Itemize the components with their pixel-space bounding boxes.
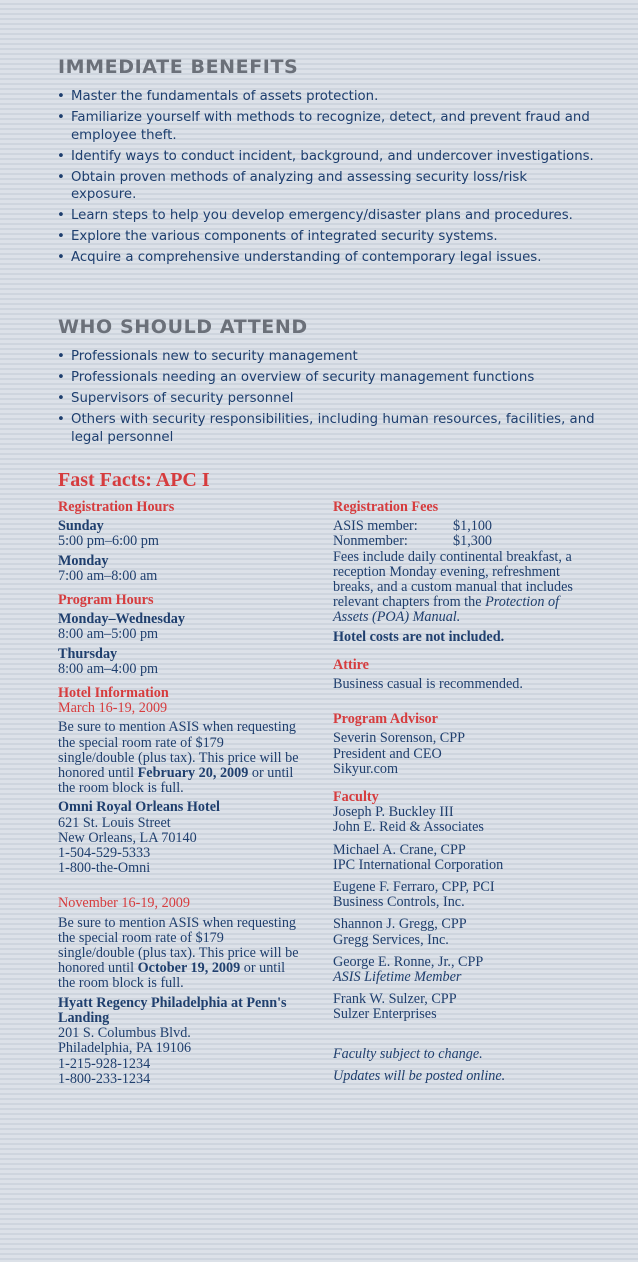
attend-item: • Supervisors of security personnel — [56, 390, 596, 408]
faculty-name: Shannon J. Gregg, CPP — [333, 916, 467, 933]
faculty-org: IPC International Corporation — [333, 856, 504, 873]
hotel-address-line: 621 St. Louis Street — [58, 814, 171, 831]
hotel-phone: 1-800-233-1234 — [58, 1070, 151, 1087]
faculty-heading: Faculty — [333, 789, 379, 806]
fees-note: Fees include daily continental breakfast, a reception Monday evening, refreshment breaks, and a custom manual that includes relevant chapters from the Protection of Assets (POA) Manual. — [333, 548, 573, 626]
hotel-deadline-november: October 19, 2009 — [137, 960, 241, 977]
hotel-phone: 1-800-the-Omni — [58, 860, 151, 877]
prog-day-mon-wed: Monday–Wednesday — [58, 611, 185, 628]
advisor-org: Sikyur.com — [333, 760, 399, 777]
faculty-name: George E. Ronne, Jr., CPP — [333, 953, 484, 970]
benefits-list — [56, 88, 596, 270]
prog-time-mon-wed: 8:00 am–5:00 pm — [58, 626, 159, 643]
faculty-org: Sulzer Enterprises — [333, 1006, 437, 1023]
hotel-deadline-march: February 20, 2009 — [137, 765, 249, 782]
attend-list — [56, 348, 596, 450]
hotel-date-november: November 16-19, 2009 — [58, 895, 190, 912]
attend-item: • Professionals new to security management — [56, 348, 596, 366]
benefit-item: • Identify ways to conduct incident, background, and undercover investigations. — [56, 148, 596, 166]
benefit-item: • Familiarize yourself with methods to recognize, detect, and prevent fraud and employee theft. — [56, 109, 596, 144]
hotel-address-line: New Orleans, LA 70140 — [58, 829, 197, 846]
benefit-item: • Master the fundamentals of assets protection. — [56, 88, 596, 106]
fast-facts-right-column — [333, 500, 593, 1084]
faculty-updates-note: Updates will be posted online. — [333, 1067, 506, 1084]
attire-text: Business casual is recommended. — [333, 676, 523, 693]
advisor-title: President and CEO — [333, 745, 442, 762]
benefit-item: • Learn steps to help you develop emergency/disaster plans and procedures. — [56, 207, 596, 225]
reg-day-monday: Monday — [58, 552, 109, 569]
faculty-name: Eugene F. Ferraro, CPP, PCI — [333, 879, 495, 896]
faculty-name: Michael A. Crane, CPP — [333, 841, 466, 858]
faculty-member — [333, 992, 593, 1022]
fee-nonmember-value: $1,300 — [453, 533, 493, 550]
faculty-member — [333, 843, 593, 873]
attend-item: • Professionals needing an overview of security management functions — [56, 369, 596, 387]
fee-member-label: ASIS member: — [333, 518, 418, 535]
fee-member-row — [333, 519, 593, 534]
hotel-address-line: Philadelphia, PA 19106 — [58, 1040, 192, 1057]
poa-manual-title: Protection of Assets (POA) Manual. — [333, 594, 560, 626]
hotel-phone: 1-504-529-5333 — [58, 845, 151, 862]
attend-item: • Others with security responsibilities, including human resources, facilities, and legal personnel — [56, 411, 596, 446]
faculty-member — [333, 917, 593, 947]
program-hours-heading: Program Hours — [58, 592, 154, 609]
reg-time-sunday: 5:00 pm–6:00 pm — [58, 533, 159, 550]
faculty-org: Gregg Services, Inc. — [333, 931, 449, 948]
benefit-item: • Explore the various components of integrated security systems. — [56, 228, 596, 246]
attend-heading: WHO SHOULD ATTEND — [58, 316, 308, 338]
hotel-name-hyatt: Hyatt Regency Philadelphia at Penn's Landing — [58, 994, 287, 1026]
faculty-org: John E. Reid & Associates — [333, 819, 484, 836]
reg-day-sunday: Sunday — [58, 518, 104, 535]
fast-facts-left-column — [58, 500, 303, 1087]
fee-member-value: $1,100 — [453, 518, 493, 535]
advisor-name: Severin Sorenson, CPP — [333, 730, 466, 747]
benefit-item: • Acquire a comprehensive understanding of contemporary legal issues. — [56, 249, 596, 267]
program-advisor-heading: Program Advisor — [333, 711, 438, 728]
registration-hours-heading: Registration Hours — [58, 499, 175, 515]
reg-time-monday: 7:00 am–8:00 am — [58, 567, 158, 584]
faculty-org: ASIS Lifetime Member — [333, 969, 462, 986]
faculty-change-note: Faculty subject to change. — [333, 1045, 483, 1062]
prog-day-thursday: Thursday — [58, 645, 118, 662]
faculty-name: Frank W. Sulzer, CPP — [333, 991, 457, 1008]
hotel-text-march: Be sure to mention ASIS when requesting the special room rate of $179 single/double (plus tax). This price will be honored until February 20, 2009 or until the room block is full. — [58, 719, 299, 797]
hotel-name-omni: Omni Royal Orleans Hotel — [58, 799, 220, 816]
hotel-costs-note: Hotel costs are not included. — [333, 628, 505, 645]
benefit-item: • Obtain proven methods of analyzing and assessing security loss/risk exposure. — [56, 169, 596, 204]
hotel-date-march: March 16-19, 2009 — [58, 700, 168, 717]
hotel-phone: 1-215-928-1234 — [58, 1055, 151, 1072]
hotel-text-november: Be sure to mention ASIS when requesting the special room rate of $179 single/double (plus tax). This price will be honored until October 19, 2009 or until the room block is full. — [58, 914, 299, 992]
faculty-member — [333, 955, 593, 985]
registration-fees-heading: Registration Fees — [333, 499, 439, 515]
faculty-member — [333, 880, 593, 910]
faculty-member — [333, 805, 593, 835]
hotel-info-heading: Hotel Information — [58, 685, 169, 702]
fee-nonmember-label: Nonmember: — [333, 533, 408, 550]
attire-heading: Attire — [333, 656, 369, 673]
benefits-heading: IMMEDIATE BENEFITS — [58, 56, 299, 78]
hotel-address-line: 201 S. Columbus Blvd. — [58, 1025, 191, 1042]
faculty-name: Joseph P. Buckley III — [333, 804, 454, 821]
fee-nonmember-row — [333, 534, 593, 549]
fast-facts-title: Fast Facts: APC I — [58, 469, 210, 491]
faculty-org: Business Controls, Inc. — [333, 894, 465, 911]
prog-time-thursday: 8:00 am–4:00 pm — [58, 660, 159, 677]
